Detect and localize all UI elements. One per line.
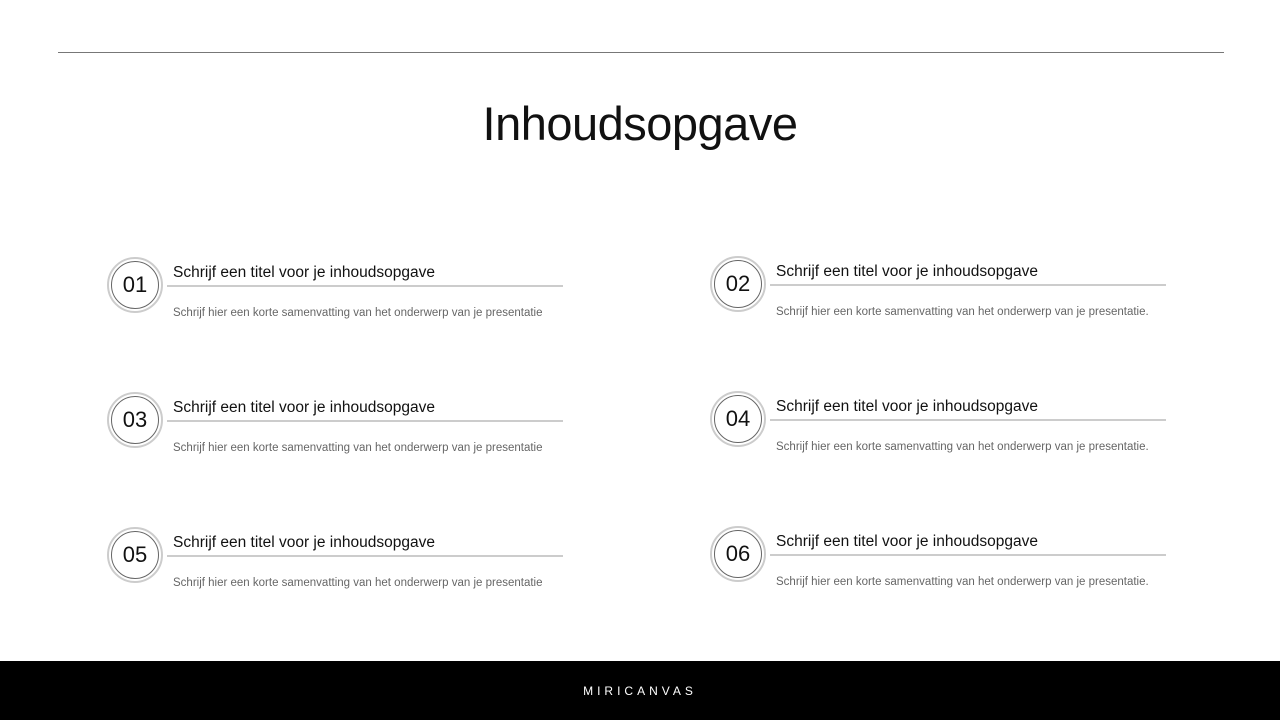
number-badge <box>107 392 163 448</box>
item-summary: Schrijf hier een korte samenvatting van het onderwerp van je presentatie. <box>776 576 1149 588</box>
item-number: 04 <box>714 395 762 443</box>
number-badge <box>710 526 766 582</box>
number-badge <box>107 257 163 313</box>
toc-item <box>107 527 587 597</box>
item-divider <box>770 554 1166 556</box>
number-badge <box>107 527 163 583</box>
item-number: 03 <box>111 396 159 444</box>
item-divider <box>167 420 563 422</box>
item-number: 02 <box>714 260 762 308</box>
toc-item <box>710 526 1190 596</box>
item-divider <box>167 555 563 557</box>
page-title: Inhoudsopgave <box>482 97 798 150</box>
item-title: Schrijf een titel voor je inhoudsopgave <box>173 534 435 551</box>
toc-item <box>710 256 1190 326</box>
number-badge <box>710 391 766 447</box>
item-number: 05 <box>111 531 159 579</box>
item-title: Schrijf een titel voor je inhoudsopgave <box>776 263 1038 280</box>
toc-item <box>107 257 587 327</box>
item-title: Schrijf een titel voor je inhoudsopgave <box>173 264 435 281</box>
item-title: Schrijf een titel voor je inhoudsopgave <box>173 399 435 416</box>
item-number: 01 <box>111 261 159 309</box>
item-summary: Schrijf hier een korte samenvatting van het onderwerp van je presentatie. <box>776 441 1149 453</box>
number-badge <box>710 256 766 312</box>
item-summary: Schrijf hier een korte samenvatting van het onderwerp van je presentatie. <box>776 306 1149 318</box>
top-divider <box>58 52 1224 53</box>
item-divider <box>770 419 1166 421</box>
item-title: Schrijf een titel voor je inhoudsopgave <box>776 533 1038 550</box>
item-summary: Schrijf hier een korte samenvatting van het onderwerp van je presentatie <box>173 307 543 319</box>
item-divider <box>770 284 1166 286</box>
toc-item <box>710 391 1190 461</box>
toc-item <box>107 392 587 462</box>
item-summary: Schrijf hier een korte samenvatting van het onderwerp van je presentatie <box>173 577 543 589</box>
item-title: Schrijf een titel voor je inhoudsopgave <box>776 398 1038 415</box>
item-summary: Schrijf hier een korte samenvatting van het onderwerp van je presentatie <box>173 442 543 454</box>
item-number: 06 <box>714 530 762 578</box>
item-divider <box>167 285 563 287</box>
footer-brand: MIRICANVAS <box>0 661 1280 720</box>
